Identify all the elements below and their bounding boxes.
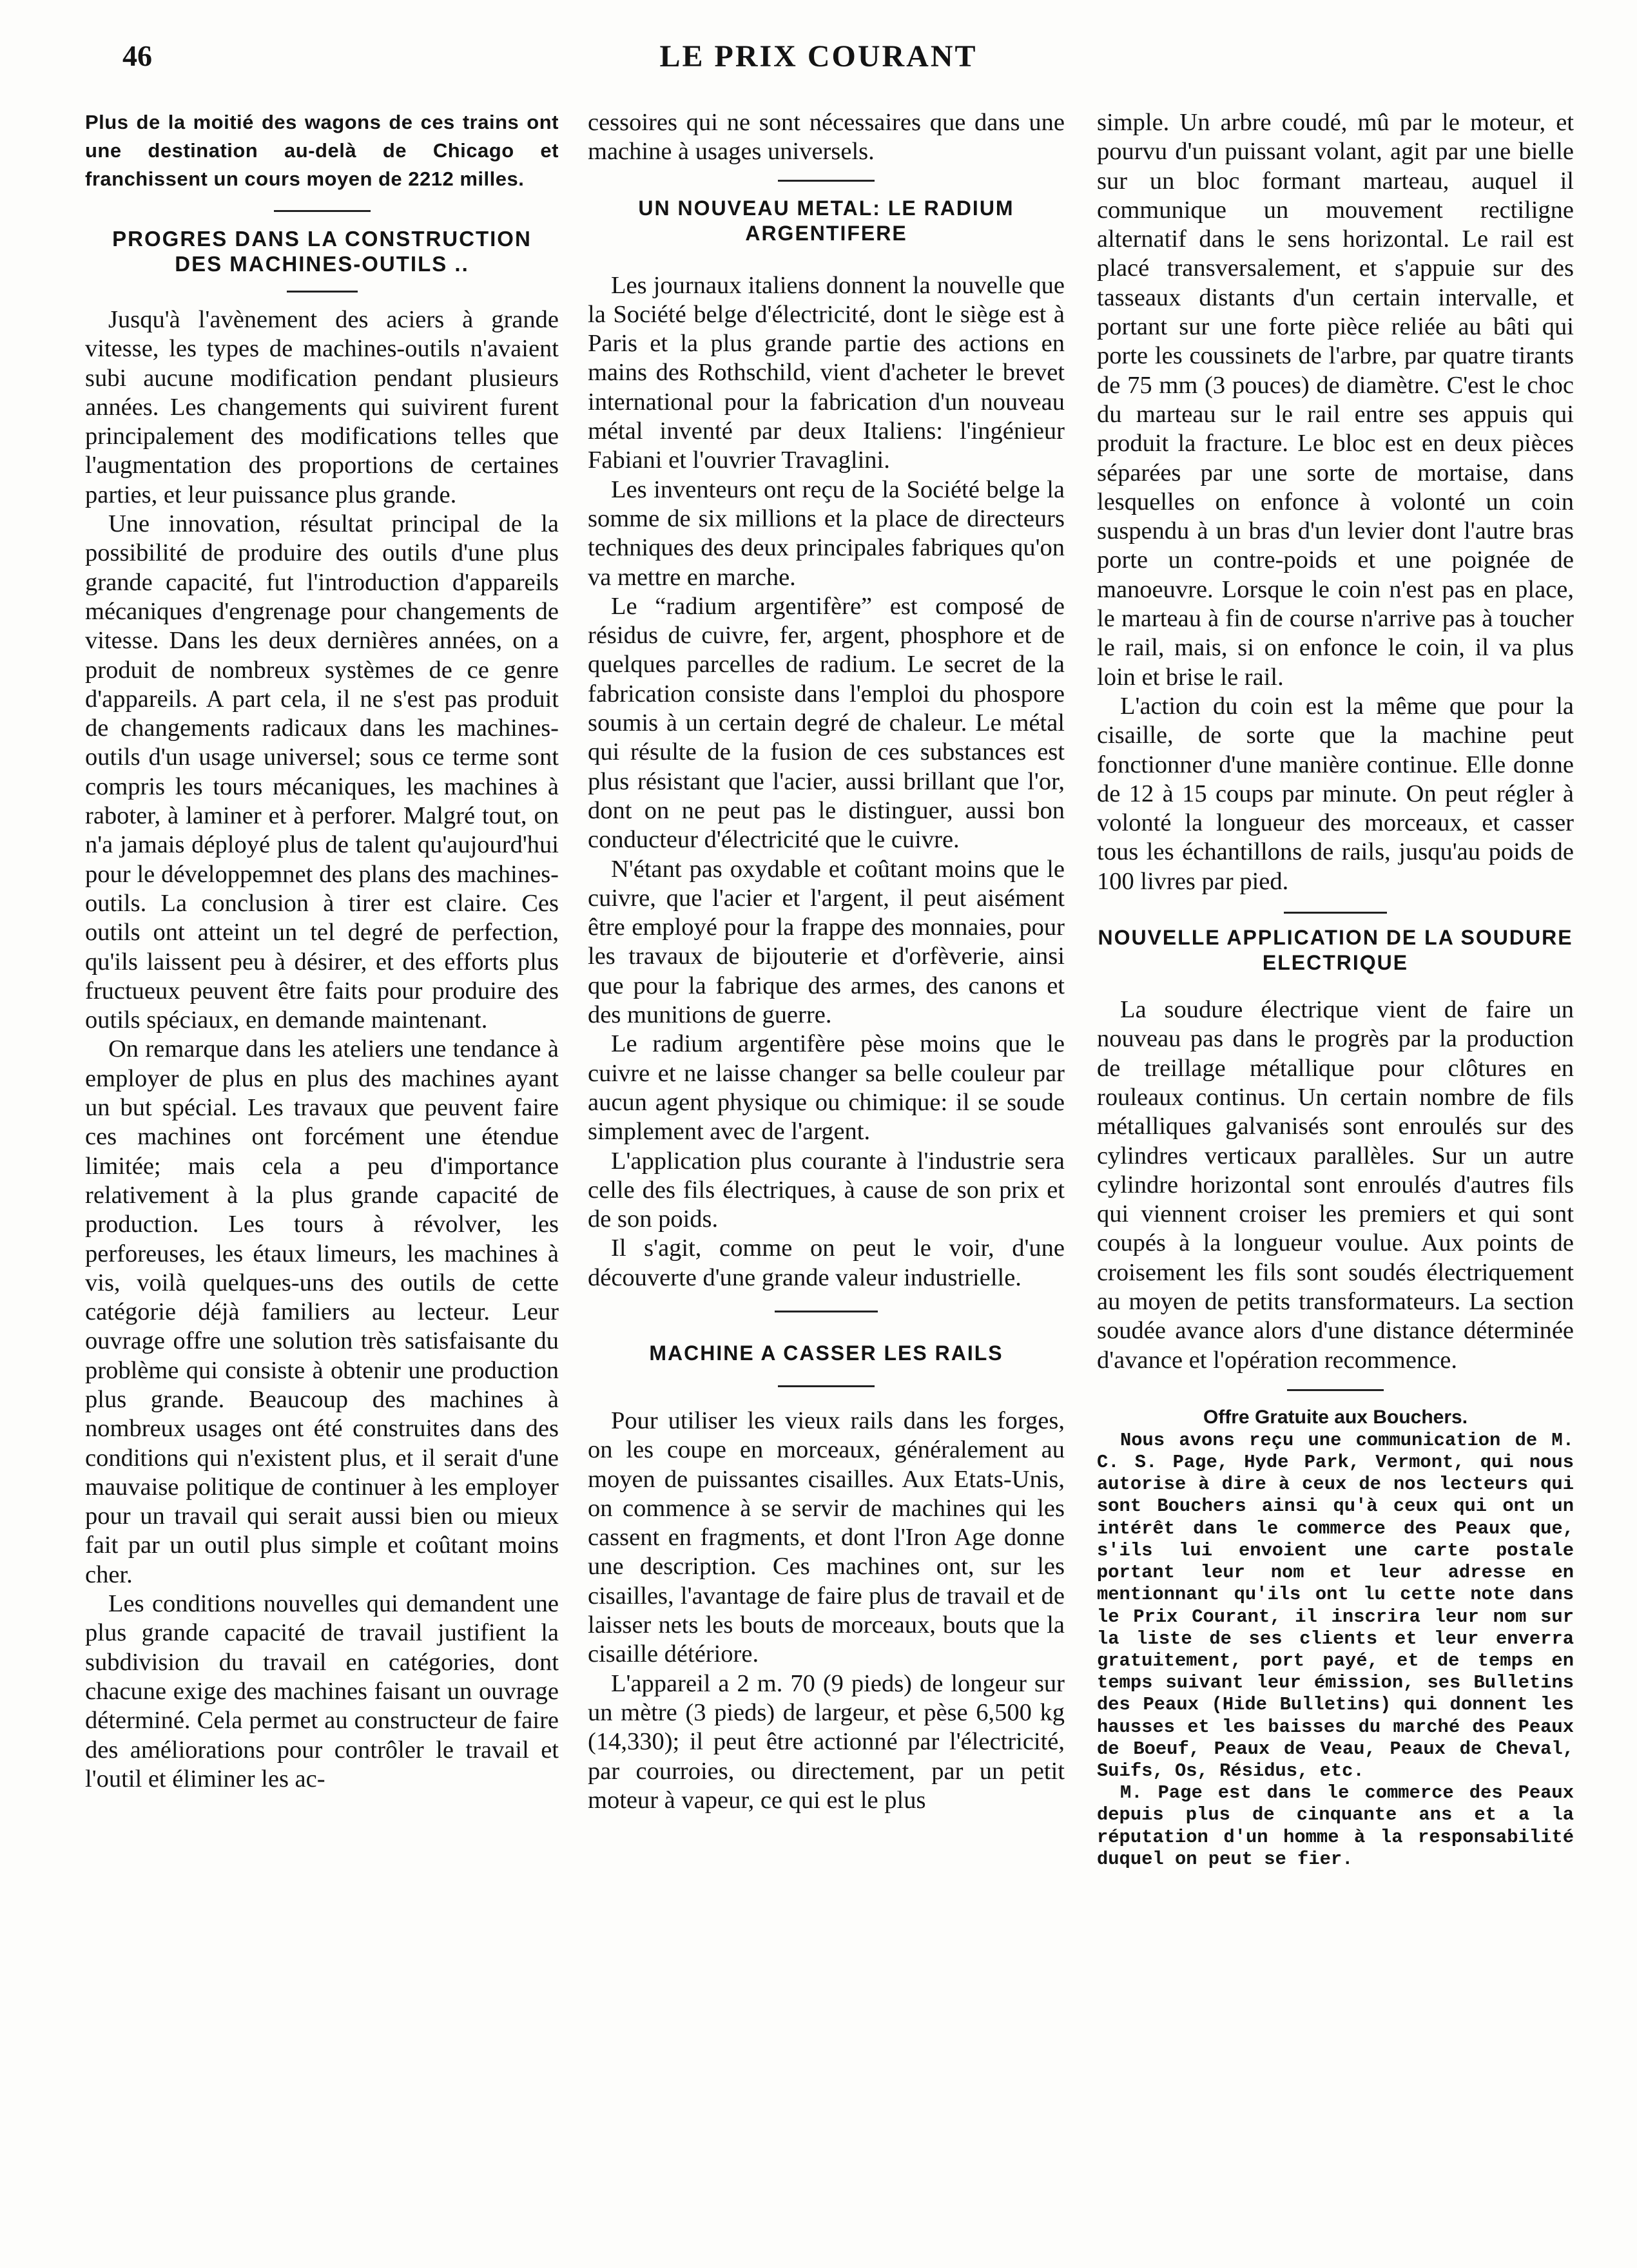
article-paragraph: L'appareil a 2 m. 70 (9 pieds) de longeur sur un mètre (3 pieds) de largeur, et pèse 6,500 kg (14,330); il peut être actionné par l'électricité, par courroies, ou directement, par un petit moteur à vapeur, ce qui est le plus (588, 1669, 1065, 1814)
lead-paragraph: Plus de la moitié des wagons de ces trains ont une destination au-delà de Chicago et franchissent un cours moyen de 2212 milles. (85, 111, 559, 190)
article-paragraph: Une innovation, résultat principal de la possibilité de produire des outils d'une plus grande capacité, fut l'introduction d'appareils mécaniques d'engrenage pour changements de vitesse. Dans les deux dernières années, on a produit de nombreux systèmes de ce genre d'appareils. A part cela, il ne s'est pas produit de changements radicaux dans les machines-outils d'un usage universel; sous ce terme sont compris les tours mécaniques, les machines à raboter, à laminer et à perforer. Malgré tout, on n'a jamais déployé plus de talent qu'aujourd'hui pour le développemnet des plans des machines-outils. La conclusion à tirer est claire. Ces outils ont atteint un tel degré de perfection, qu'ils laissent peu à désirer, et des efforts plus fructueux peuvent être faits pour produire des outils spéciaux, en demande maintenant. (85, 510, 559, 1034)
article-paragraph: Jusqu'à l'avènement des aciers à grande vitesse, les types de machines-outils n'avaient subi aucune modification pendant plusieurs années. Les changements qui suivirent furent principalement des modifications telles que l'augmentation des proportions de certaines parties, et leur puissance plus grande. (85, 306, 559, 508)
article-paragraph: Pour utiliser les vieux rails dans les forges, on les coupe en morceaux, généralement au moyen de puissantes cisailles. Aux Etats-Unis, on commence à se servir de machines qui les cassent en fragments, et dont l'Iron Age donne une description. Ces machines ont, sur les cisailles, l'avantage de faire plus de travail et de laisser nets les bouts de morceaux, bouts que la cisaille détériore. (588, 1407, 1065, 1668)
divider (274, 210, 371, 212)
notice-paragraph: M. Page est dans le commerce des Peaux depuis plus de cinquante ans et a la réputation d'un homme à la responsabilité duquel on peut se fier. (1097, 1782, 1574, 1870)
article-paragraph: Il s'agit, comme on peut le voir, d'une découverte d'une grande valeur industrielle. (588, 1235, 1065, 1291)
article-paragraph: Les inventeurs ont reçu de la Société belge la somme de six millions et la place de directeurs techniques des deux principales fabriques qu'on va mettre en marche. (588, 476, 1065, 591)
notice-paragraph: Nous avons reçu une communication de M. C. S. Page, Hyde Park, Vermont, qui nous autorise à dire à ceux de nos lecteurs qui sont Bouchers ainsi qu'à ceux qui ont un intérêt dans le commerce des Peaux que, s'ils lui envoient une carte postale portant leur nom et leur adresse en mentionnant qu'ils ont lu cette note dans le Prix Courant, il inscrira leur nom sur la liste de ses clients et leur enverra gratuitement, port payé, et de temps en temps suivant leur émission, ses Bulletins des Peaux (Hide Bulletins) qui donnent les hausses et les baisses du marché des Peaux de Boeuf, Peaux de Veau, Peaux de Cheval, Suifs, Os, Résidus, etc. (1097, 1429, 1574, 1782)
article-paragraph: L'action du coin est la même que pour la cisaille, de sorte que la machine peut fonctionner d'une manière continue. Elle donne de 12 à 15 coups par minute. On peut régler à volonté la longueur des morceaux, et casser tous les échantillons de rails, jusqu'au poids de 100 livres par pied. (1097, 692, 1574, 895)
divider (775, 1311, 878, 1312)
article-paragraph: Le radium argentifère pèse moins que le cuivre et ne laisse changer sa belle couleur par aucun agent physique ou chimique: il se soude simplement avec de l'argent. (588, 1030, 1065, 1146)
page-number: 46 (122, 39, 152, 72)
article-paragraph: Les journaux italiens donnent la nouvelle que la Société belge d'électricité, dont le siège est à Paris et la plus grande partie des actions en mains des Rothschild, vient d'acheter le brevet international pour la fabrication d'un nouveau métal inventé par deux Italiens: l'ingénieur Fabiani et l'ouvrier Travaglini. (588, 271, 1065, 474)
article-paragraph: On remarque dans les ateliers une tendance à employer de plus en plus des machines ayant un but spécial. Les travaux que peuvent faire ces machines ont forcément une étendue limitée; mais cela a peu d'importance relativement à la plus grande capacité de production. Les tours à révolver, les perforeuses, les étaux limeurs, les machines à vis, voilà quelques-uns des outils de cette catégorie déjà familiers au lecteur. Leur ouvrage offre une solution très satisfaisante du problème qui consiste à obtenir une production plus grande. Beaucoup des machines à nombreux usages ont été construites dans des conditions qui n'existent plus, et il serait d'une mauvaise politique de continuer à les employer pour un travail qui serait aussi bien ou mieux fait par un outil plus simple et coûtant moins cher. (85, 1035, 559, 1588)
article-title-machines-outils: PROGRES DANS LA CONSTRUCTION DES MACHINES-OUTILS .. (112, 227, 532, 276)
column-3 (1097, 108, 1574, 1870)
column-2 (588, 108, 1065, 1815)
divider (778, 1385, 875, 1387)
running-head-title: LE PRIX COURANT (659, 39, 978, 73)
divider (1284, 912, 1387, 914)
article-paragraph: L'application plus courante à l'industrie sera celle des fils électriques, à cause de son prix et de son poids. (588, 1147, 1065, 1233)
notice-title: Offre Gratuite aux Bouchers. (1203, 1406, 1468, 1428)
article-paragraph: Le “radium argentifère” est composé de résidus de cuivre, fer, argent, phosphore et de quelques parcelles de radium. Le secret de la fabrication consiste dans l'emploi du phospore soumis à un certain degré de chaleur. Le métal qui résulte de la fusion de ces substances est plus résistant que l'acier, aussi brillant que l'or, dont on ne peut pas le distinguer, aussi bon conducteur d'électricité que le cuivre. (588, 592, 1065, 854)
article-title-soudure: NOUVELLE APPLICATION DE LA SOUDURE ELECTRIQUE (1098, 926, 1573, 975)
article-title-radium: UN NOUVEAU METAL: LE RADIUM ARGENTIFERE (638, 196, 1014, 245)
divider (287, 291, 358, 293)
article-paragraph: N'étant pas oxydable et coûtant moins que le cuivre, que l'acier et l'argent, il peut aisément être employé pour la frappe des monnaies, pour les travaux de bijouterie et d'orfèverie, ainsi que pour la fabrique des armes, des canons et des munitions de guerre. (588, 855, 1065, 1029)
article-paragraph: La soudure électrique vient de faire un nouveau pas dans le progrès par la production de treillage métallique pour clôtures en rouleaux continus. Un certain nombre de fils métalliques galvanisés sont enroulés sur des cylindres verticaux parallèles. Sur un autre cylindre horizontal sont enroulés d'autres fils qui viennent croiser les premiers et qui sont coupés à la longueur voulue. Aux points de croisement les fils sont soudés électriquement au moyen de petits transformateurs. La section soudée avance alors d'une distance déterminée d'avance et l'opération recommence. (1097, 996, 1574, 1374)
divider (1287, 1389, 1384, 1391)
divider (778, 180, 875, 182)
article-paragraph: Les conditions nouvelles qui demandent une plus grande capacité de travail justifient la subdivision du travail en catégories, dont chacune exige des machines faisant un ouvrage déterminé. Cela permet au constructeur de faire des améliorations pour contrôler le travail et l'outil et éliminer les ac- (85, 1590, 559, 1792)
continuation-paragraph: simple. Un arbre coudé, mû par le moteur, et pourvu d'un puissant volant, agit par une bielle sur un bloc formant marteau, auquel il communique un mouvement rectiligne alternatif dans le sens horizontal. Le rail est placé transversalement, et s'appuie sur des tasseaux distants d'un certain intervalle, et portant sur une forte pièce reliée au bâti qui porte les coussinets de l'arbre, par quatre tirants de 75 mm (3 pouces) de diamètre. C'est le choc du marteau sur le rail entre ses appuis qui produit la fracture. Le bloc est en deux pièces séparées par une sorte de mortaise, dans lesquelles on enfonce à volonté un coin suspendu à un bras d'un levier dont l'autre bras porte un contre-poids et une poignée de manoeuvre. Lorsque le coin n'est pas en place, le marteau à fin de course n'arrive pas à toucher le rail, mais, si on enfonce le coin, il va plus loin et brise le rail. (1097, 109, 1574, 691)
column-1 (85, 108, 559, 1794)
article-title-casser-rails: MACHINE A CASSER LES RAILS (649, 1341, 1003, 1365)
continuation-paragraph: cessoires qui ne sont nécessaires que dans une machine à usages universels. (588, 109, 1065, 166)
